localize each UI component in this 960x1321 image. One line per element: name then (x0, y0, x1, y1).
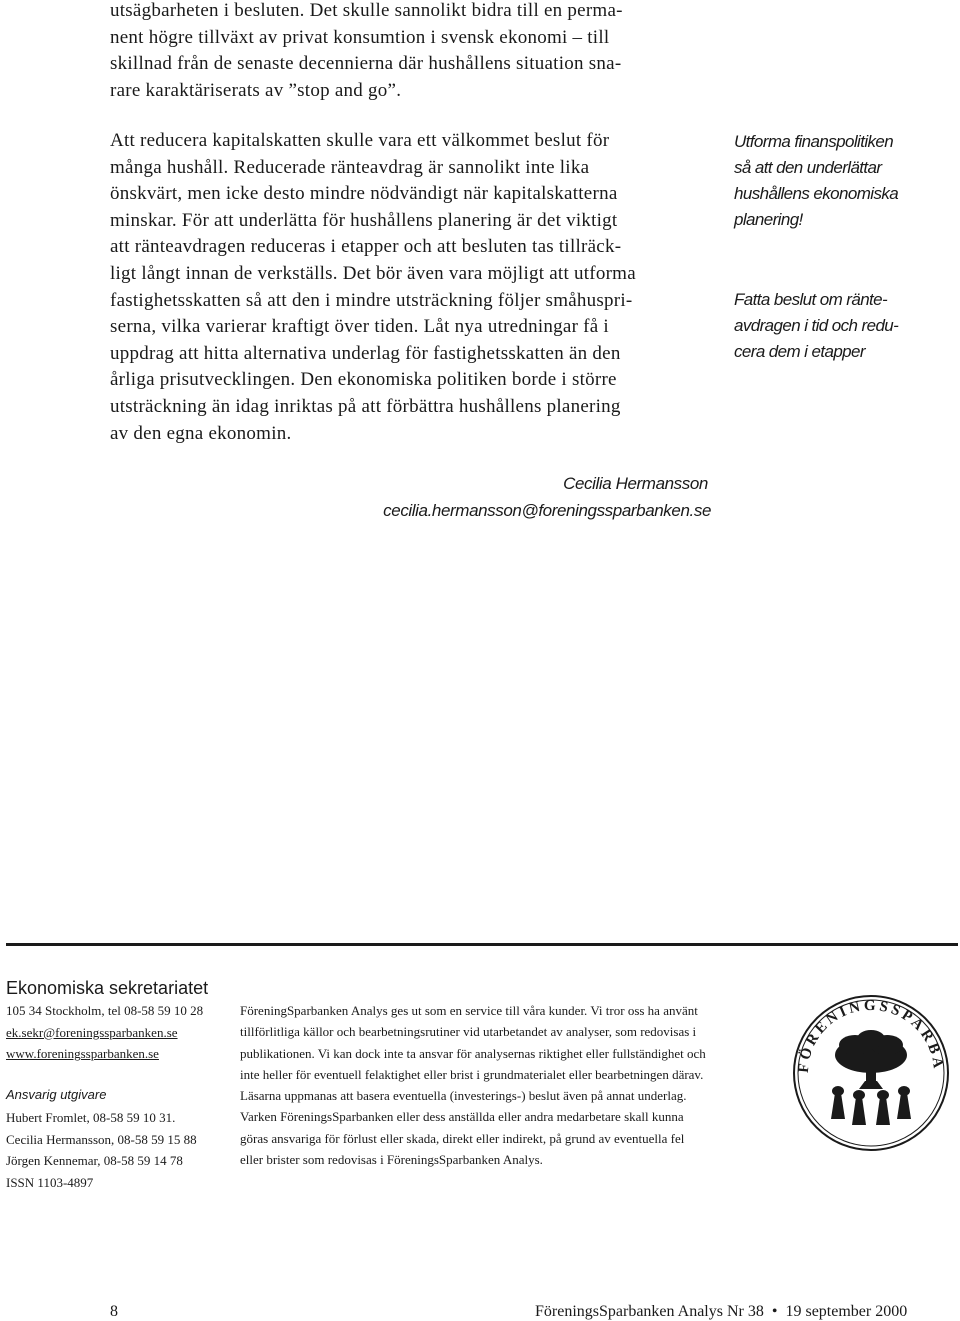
publication-name: FöreningsSparbanken Analys Nr 38 (535, 1303, 764, 1320)
email-link[interactable]: ek.sekr@foreningssparbanken.se (6, 1024, 178, 1040)
sidenote-line: planering! (734, 210, 803, 229)
text-line: skillnad från de senaste decennierna där hushållens situation sna- (110, 53, 622, 75)
signature-name: Cecilia Hermansson (563, 474, 708, 493)
signature-email: cecilia.hermansson@foreningssparbanken.se (383, 501, 711, 520)
text-line: uppdrag att hitta alternativa underlag för fastighetsskatten än den (110, 342, 621, 364)
text-line: minskar. För att underlätta för hushållens planering är det viktigt (110, 209, 618, 231)
sidenote-finanspolitik (734, 129, 954, 233)
text-line: utsträckning än idag inriktas på att förbättra hushållens planering (110, 395, 621, 417)
disclaimer-line: inte heller för eventuell felaktighet eller brist i grundmaterialet eller bearbetningen därav. (240, 1066, 704, 1082)
sidenote-line: cera dem i etapper (734, 342, 865, 361)
page-footer-line (535, 1303, 907, 1321)
issn: ISSN 1103-4897 (6, 1175, 94, 1191)
responsible-publisher-label: Ansvarig utgivare (6, 1087, 107, 1102)
disclaimer-line: Läsarna uppmanas att basera eventuella (investerings-) beslut även på annat underlag. (240, 1088, 687, 1104)
text-line: nent högre tillväxt av privat konsumtion i svensk ekonomi – till (110, 26, 610, 48)
text-line: att ränteavdragen reduceras i etapper och att besluten tas tillräck- (110, 236, 622, 258)
footer-divider (6, 943, 958, 946)
contact-block (6, 1000, 203, 1065)
page-number: 8 (110, 1303, 118, 1320)
person-line: Cecilia Hermansson, 08-58 59 15 88 (6, 1131, 197, 1147)
foreningssparbanken-seal-logo (791, 993, 951, 1153)
text-line: årliga prisutvecklingen. Den ekonomiska politiken borde i större (110, 369, 617, 391)
person-line: Jörgen Kennemar, 08-58 59 14 78 (6, 1153, 183, 1169)
website-link[interactable]: www.foreningssparbanken.se (6, 1046, 159, 1062)
text-line: av den egna ekonomin. (110, 422, 292, 444)
text-line: serna, vilka varierar kraftigt över tiden. Låt nya utredningar få i (110, 316, 609, 338)
sidenote-line: hushållens ekonomiska (734, 184, 899, 203)
sidenote-line: Utforma finanspolitiken (734, 132, 894, 151)
disclaimer (240, 1000, 765, 1170)
disclaimer-line: tillförlitliga källor och bearbetningsrutiner vid utarbetandet av analyser, som redovisas i (240, 1024, 697, 1040)
text-line: ligt långt innan de verkställs. Det bör även vara möjligt att utforma (110, 262, 636, 284)
text-line: Att reducera kapitalskatten skulle vara ett välkommet beslut för (110, 130, 610, 151)
disclaimer-line: Varken FöreningsSparbanken eller dess anställda eller andra medarbetare skall kunna (240, 1109, 684, 1125)
seal-text: FÖRENINGSSPARBA (795, 997, 947, 1074)
disclaimer-line: FöreningSparbanken Analys ges ut som en service till våra kunder. Vi tror oss ha använt (240, 1003, 698, 1018)
sidenote-ranteavdrag (734, 287, 954, 365)
people-block (6, 1107, 197, 1194)
disclaimer-line: göras ansvariga för förlust eller skada, direkt eller indirekt, på grund av eventuella fel (240, 1130, 685, 1146)
sidenote-line: så att den underlättar (734, 158, 882, 177)
text-line: många hushåll. Reducerade ränteavdrag är sannolikt inte lika (110, 156, 590, 178)
text-line: utsägbarheten i besluten. Det skulle sannolikt bidra till en perma- (110, 0, 623, 21)
article-paragraph-1 (110, 0, 710, 104)
text-line: önskvärt, men icke desto mindre nödvändigt när kapitalskatterna (110, 183, 618, 205)
address: 105 34 Stockholm, tel 08-58 59 10 28 (6, 1003, 204, 1018)
person-line: Hubert Fromlet, 08-58 59 10 31. (6, 1110, 176, 1125)
sidenote-line: Fatta beslut om ränte- (734, 290, 888, 309)
org-title: Ekonomiska sekretariatet (6, 978, 209, 998)
text-line: fastighetsskatten så att den i mindre utsträckning följer småhuspri- (110, 289, 633, 311)
bullet-separator: • (771, 1303, 778, 1320)
disclaimer-line: publikationen. Vi kan dock inte ta ansvar för analysernas riktighet eller fullständighet och (240, 1045, 706, 1061)
sidenote-line: avdragen i tid och redu- (734, 316, 899, 335)
publication-date: 19 september 2000 (785, 1303, 908, 1320)
text-line: rare karaktäriserats av ”stop and go”. (110, 79, 402, 101)
article-paragraph-2 (110, 128, 710, 447)
disclaimer-line: eller brister som redovisas i FöreningsSparbanken Analys. (240, 1152, 543, 1168)
